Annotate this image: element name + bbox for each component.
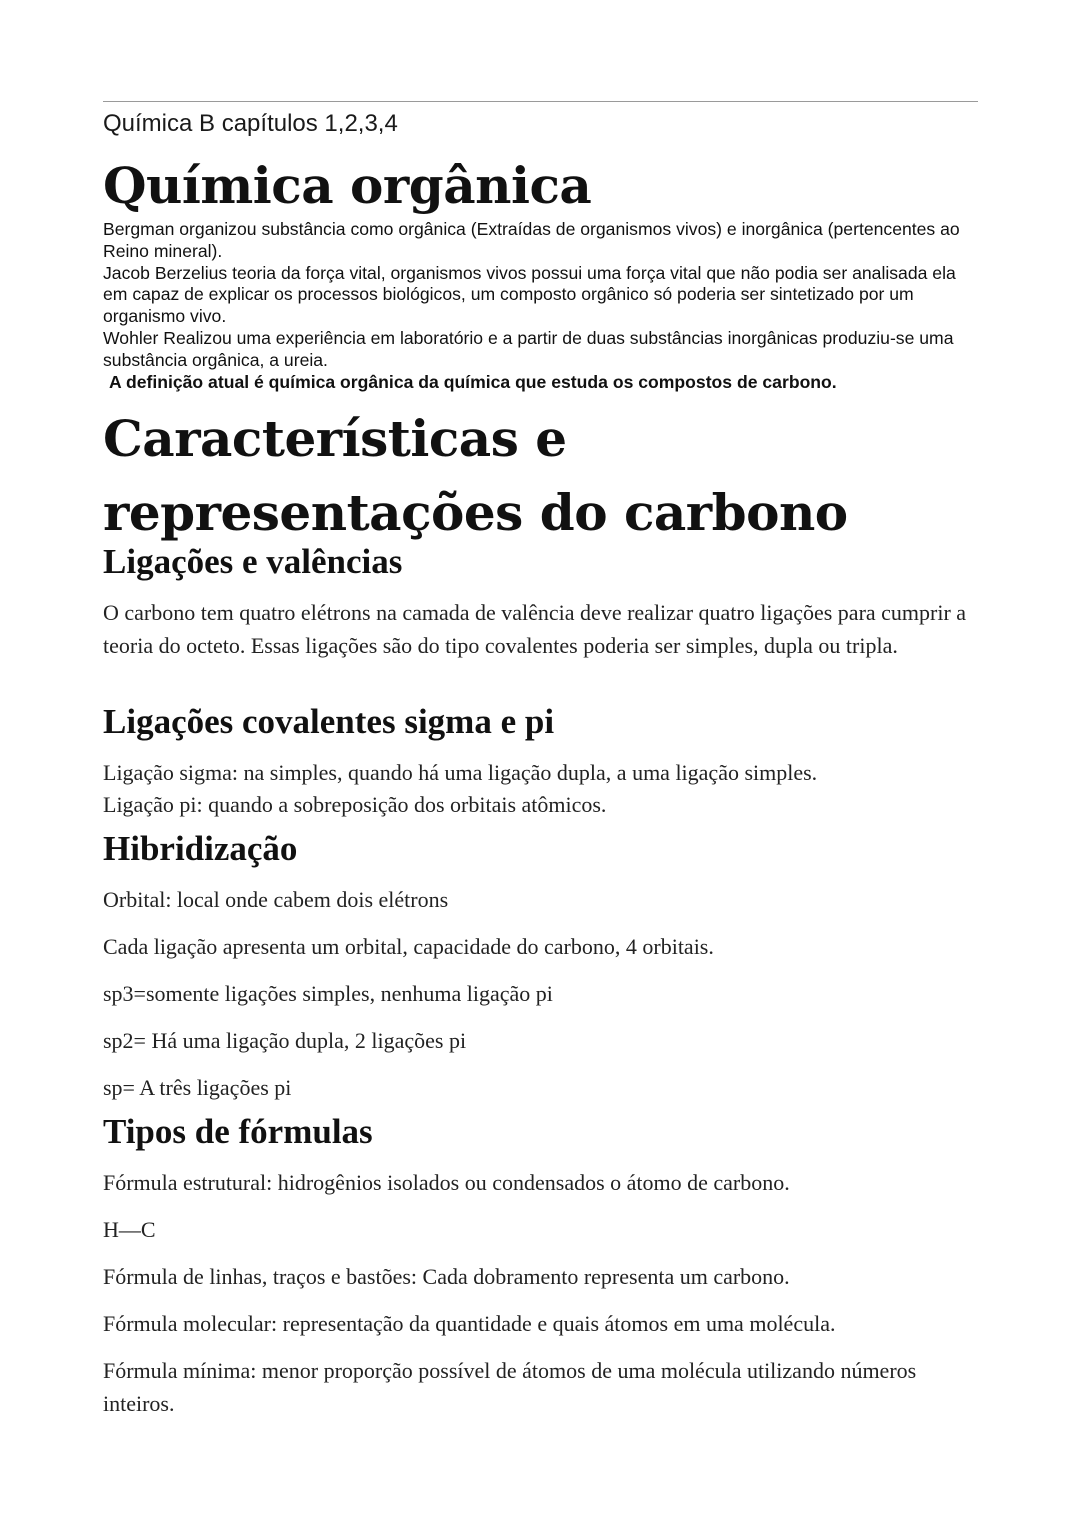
paragraph-formula-minima: Fórmula mínima: menor proporção possível de átomos de uma molécula utilizando números inteiros. <box>103 1358 917 1416</box>
subsection-title-hibridizacao: Hibridização <box>103 829 298 868</box>
paragraph-valencia: O carbono tem quatro elétrons na camada de valência deve realizar quatro ligações para cumprir a teoria do octeto. Essas ligações são do tipo covalentes poderia ser simples, dupla ou tripla. <box>103 600 967 658</box>
section-title-caracteristicas: Características e representações do carbono <box>103 409 848 542</box>
paragraph-pi: Ligação pi: quando a sobreposição dos orbitais atômicos. <box>103 792 607 817</box>
document-header: Química B capítulos 1,2,3,4 <box>103 110 398 137</box>
subsection-title-ligacoes-valencias: Ligações e valências <box>103 542 403 581</box>
paragraph-sp2: sp2= Há uma ligação dupla, 2 ligações pi <box>103 1028 467 1053</box>
paragraph-sp3: sp3=somente ligações simples, nenhuma ligação pi <box>103 981 553 1006</box>
formula-example-hc: H—C <box>103 1217 156 1242</box>
intro-block <box>103 219 978 393</box>
paragraph-orbital: Orbital: local onde cabem dois elétrons <box>103 887 449 912</box>
paragraph-sp: sp= A três ligações pi <box>103 1075 292 1100</box>
subsection-title-sigma-pi: Ligações covalentes sigma e pi <box>103 702 555 741</box>
paragraph-bergman: Bergman organizou substância como orgânica (Extraídas de organismos vivos) e inorgânica (pertencentes ao Reino mineral). <box>103 219 960 261</box>
paragraph-formula-linhas: Fórmula de linhas, traços e bastões: Cada dobramento representa um carbono. <box>103 1264 790 1289</box>
paragraph-sigma: Ligação sigma: na simples, quando há uma ligação dupla, a uma ligação simples. <box>103 760 818 785</box>
section-title-quimica-organica: Química orgânica <box>103 156 592 215</box>
header-divider <box>103 101 978 102</box>
definition-statement: A definição atual é química orgânica da química que estuda os compostos de carbono. <box>109 371 837 392</box>
paragraph-formula-estrutural: Fórmula estrutural: hidrogênios isolados ou condensados o átomo de carbono. <box>103 1170 790 1195</box>
paragraph-berzelius: Jacob Berzelius teoria da força vital, organismos vivos possui uma força vital que não podia ser analisada ela em capaz de explicar os processos biológicos, um composto orgânico só poderia ser sintetizado por um organismo vivo. <box>103 262 956 327</box>
paragraph-wohler: Wohler Realizou uma experiência em laboratório e a partir de duas substâncias inorgânicas produziu-se uma substância orgânica, a ureia. <box>103 327 954 370</box>
subsection-title-tipos-formulas: Tipos de fórmulas <box>103 1112 373 1151</box>
paragraph-formula-molecular: Fórmula molecular: representação da quantidade e quais átomos em uma molécula. <box>103 1311 836 1336</box>
paragraph-capacidade: Cada ligação apresenta um orbital, capacidade do carbono, 4 orbitais. <box>103 934 714 959</box>
